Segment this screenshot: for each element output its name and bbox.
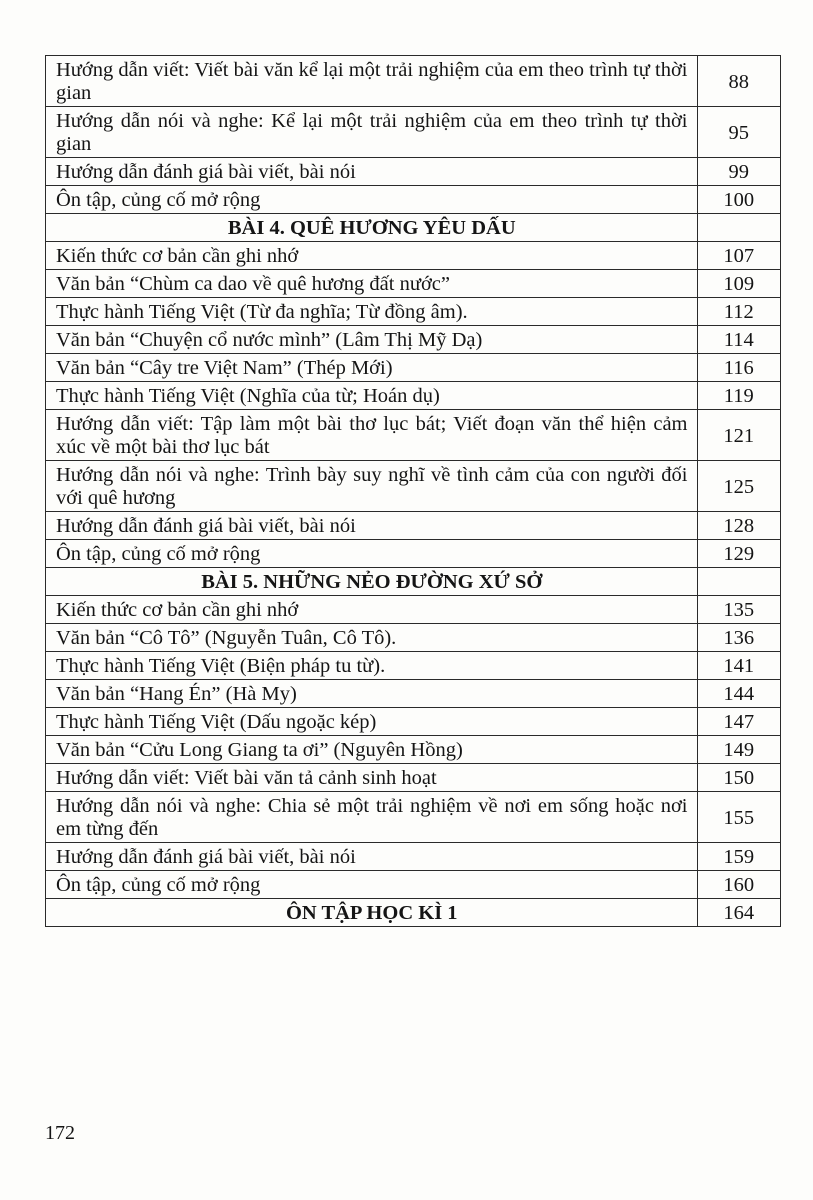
toc-row xyxy=(46,540,781,568)
toc-row xyxy=(46,596,781,624)
toc-entry-page: 107 xyxy=(697,242,781,270)
toc-row xyxy=(46,382,781,410)
toc-entry-title: Ôn tập, củng cố mở rộng xyxy=(46,186,698,214)
toc-row xyxy=(46,270,781,298)
toc-entry-title: Hướng dẫn đánh giá bài viết, bài nói xyxy=(46,158,698,186)
toc-entry-title: Hướng dẫn nói và nghe: Chia sẻ một trải nghiệm về nơi em sống hoặc nơi em từng đến xyxy=(46,792,698,843)
toc-entry-title: Hướng dẫn nói và nghe: Kể lại một trải nghiệm của em theo trình tự thời gian xyxy=(46,107,698,158)
toc-row xyxy=(46,107,781,158)
toc-entry-title: Hướng dẫn nói và nghe: Trình bày suy nghĩ về tình cảm của con người đối với quê hương xyxy=(46,461,698,512)
toc-row xyxy=(46,843,781,871)
toc-row xyxy=(46,624,781,652)
toc-entry-page: 125 xyxy=(697,461,781,512)
toc-row xyxy=(46,680,781,708)
toc-row xyxy=(46,871,781,899)
toc-entry-page: 155 xyxy=(697,792,781,843)
toc-row xyxy=(46,298,781,326)
toc-row xyxy=(46,56,781,107)
toc-entry-title: Văn bản “Hang Én” (Hà My) xyxy=(46,680,698,708)
section-heading: BÀI 4. QUÊ HƯƠNG YÊU DẤU xyxy=(46,214,698,242)
toc-entry-page: 112 xyxy=(697,298,781,326)
toc-entry-page: 149 xyxy=(697,736,781,764)
toc-section-row xyxy=(46,214,781,242)
toc-entry-page: 128 xyxy=(697,512,781,540)
toc-entry-page xyxy=(697,568,781,596)
toc-entry-page: 95 xyxy=(697,107,781,158)
toc-row xyxy=(46,242,781,270)
toc-row xyxy=(46,158,781,186)
toc-entry-page: 100 xyxy=(697,186,781,214)
toc-row xyxy=(46,354,781,382)
toc-entry-title: Hướng dẫn viết: Viết bài văn tả cảnh sinh hoạt xyxy=(46,764,698,792)
toc-entry-title: Kiến thức cơ bản cần ghi nhớ xyxy=(46,242,698,270)
toc-entry-page: 129 xyxy=(697,540,781,568)
toc-entry-page: 119 xyxy=(697,382,781,410)
toc-row xyxy=(46,326,781,354)
toc-entry-page: 99 xyxy=(697,158,781,186)
toc-row xyxy=(46,764,781,792)
toc-entry-page xyxy=(697,214,781,242)
toc-entry-title: Thực hành Tiếng Việt (Nghĩa của từ; Hoán dụ) xyxy=(46,382,698,410)
toc-entry-page: 109 xyxy=(697,270,781,298)
table-of-contents xyxy=(45,55,781,927)
toc-entry-title: Văn bản “Cửu Long Giang ta ơi” (Nguyên Hồng) xyxy=(46,736,698,764)
toc-entry-page: 141 xyxy=(697,652,781,680)
toc-entry-title: Thực hành Tiếng Việt (Dấu ngoặc kép) xyxy=(46,708,698,736)
toc-entry-title: Văn bản “Chùm ca dao về quê hương đất nước” xyxy=(46,270,698,298)
toc-section-row xyxy=(46,568,781,596)
section-heading: BÀI 5. NHỮNG NẺO ĐƯỜNG XỨ SỞ xyxy=(46,568,698,596)
toc-row xyxy=(46,792,781,843)
toc-entry-page: 135 xyxy=(697,596,781,624)
toc-entry-page: 88 xyxy=(697,56,781,107)
toc-entry-title: Văn bản “Cô Tô” (Nguyễn Tuân, Cô Tô). xyxy=(46,624,698,652)
toc-entry-page: 121 xyxy=(697,410,781,461)
toc-entry-title: Ôn tập, củng cố mở rộng xyxy=(46,540,698,568)
toc-entry-page: 114 xyxy=(697,326,781,354)
toc-entry-title: Văn bản “Cây tre Việt Nam” (Thép Mới) xyxy=(46,354,698,382)
toc-entry-page: 160 xyxy=(697,871,781,899)
toc-entry-title: Hướng dẫn đánh giá bài viết, bài nói xyxy=(46,512,698,540)
toc-section-row xyxy=(46,899,781,927)
toc-entry-page: 164 xyxy=(697,899,781,927)
toc-entry-page: 147 xyxy=(697,708,781,736)
toc-row xyxy=(46,512,781,540)
toc-entry-page: 159 xyxy=(697,843,781,871)
toc-entry-page: 144 xyxy=(697,680,781,708)
toc-row xyxy=(46,708,781,736)
section-heading: ÔN TẬP HỌC KÌ 1 xyxy=(46,899,698,927)
toc-body xyxy=(46,56,781,927)
toc-row xyxy=(46,410,781,461)
toc-row xyxy=(46,461,781,512)
toc-entry-page: 150 xyxy=(697,764,781,792)
page-number: 172 xyxy=(45,1122,75,1144)
toc-entry-title: Văn bản “Chuyện cổ nước mình” (Lâm Thị Mỹ Dạ) xyxy=(46,326,698,354)
toc-entry-title: Hướng dẫn viết: Viết bài văn kể lại một trải nghiệm của em theo trình tự thời gian xyxy=(46,56,698,107)
toc-entry-title: Hướng dẫn viết: Tập làm một bài thơ lục bát; Viết đoạn văn thể hiện cảm xúc về một bài thơ lục bát xyxy=(46,410,698,461)
toc-entry-title: Kiến thức cơ bản cần ghi nhớ xyxy=(46,596,698,624)
toc-entry-page: 136 xyxy=(697,624,781,652)
toc-entry-title: Ôn tập, củng cố mở rộng xyxy=(46,871,698,899)
toc-entry-title: Thực hành Tiếng Việt (Biện pháp tu từ). xyxy=(46,652,698,680)
toc-entry-title: Hướng dẫn đánh giá bài viết, bài nói xyxy=(46,843,698,871)
toc-row xyxy=(46,736,781,764)
toc-entry-page: 116 xyxy=(697,354,781,382)
toc-entry-title: Thực hành Tiếng Việt (Từ đa nghĩa; Từ đồng âm). xyxy=(46,298,698,326)
toc-row xyxy=(46,186,781,214)
toc-row xyxy=(46,652,781,680)
